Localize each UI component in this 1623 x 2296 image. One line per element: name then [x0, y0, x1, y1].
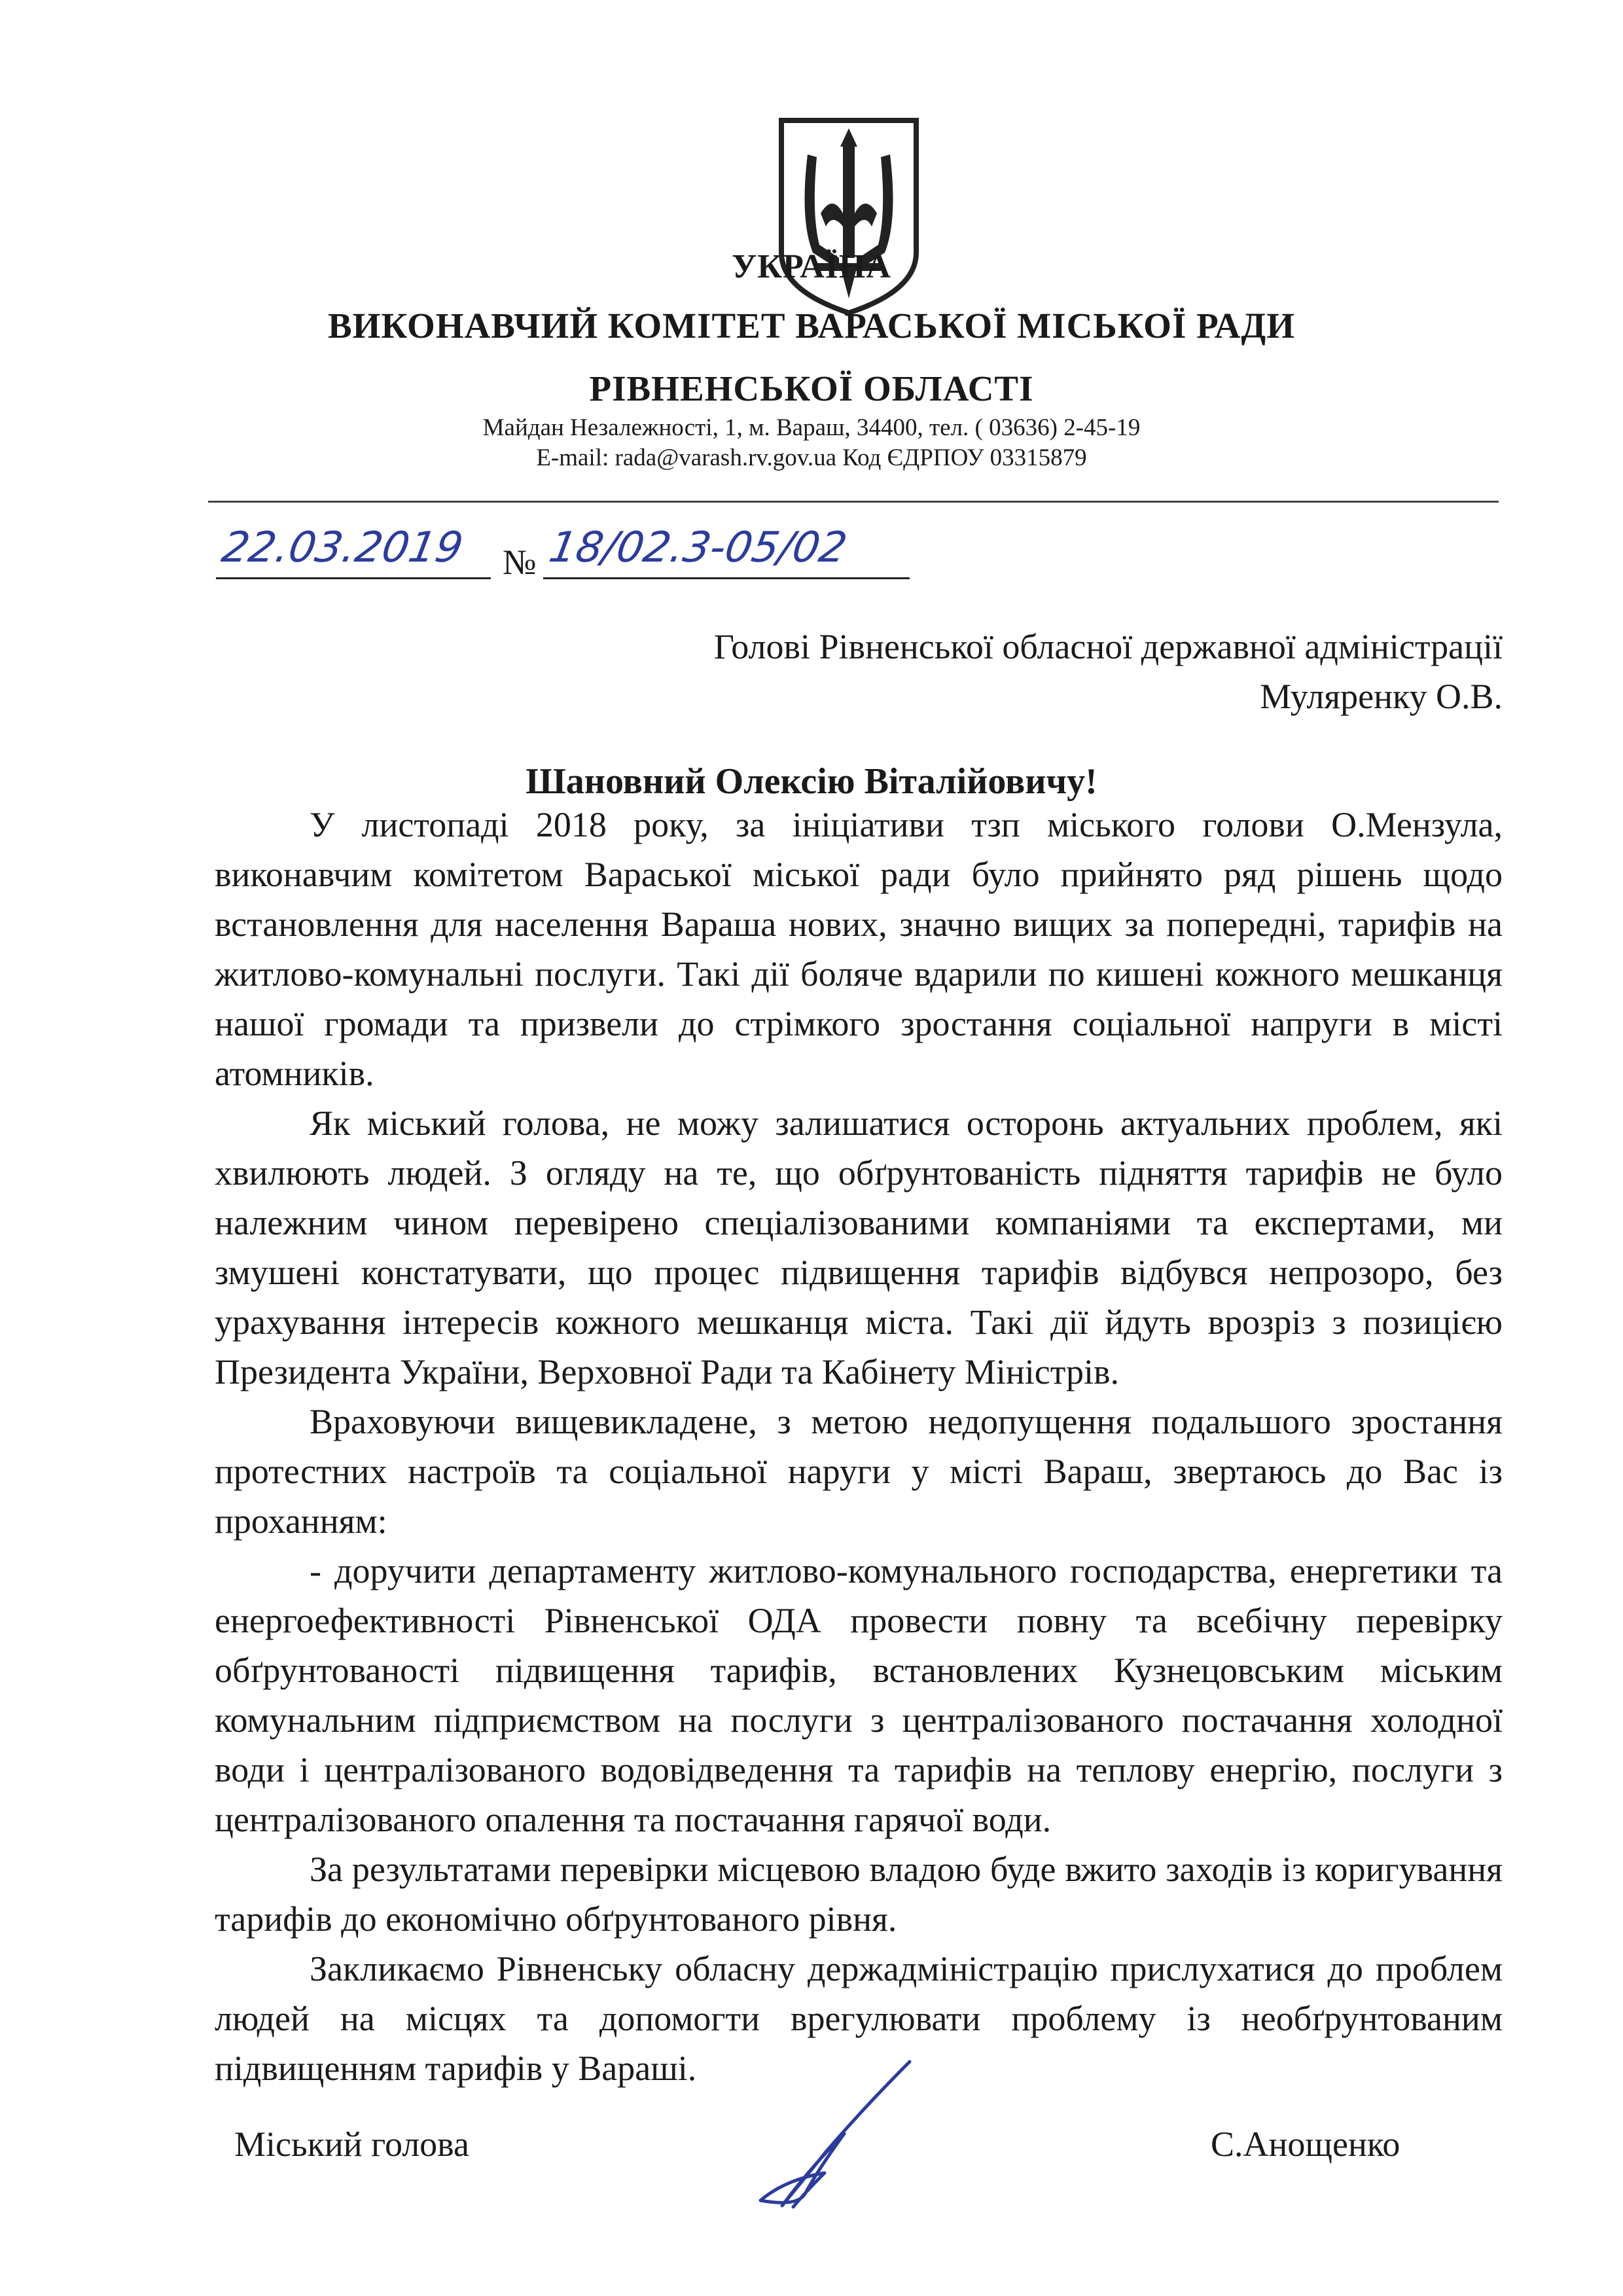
authority-title-line2: РІВНЕНСЬКОЇ ОБЛАСТІ: [589, 368, 1034, 408]
header-divider: [208, 501, 1499, 503]
signatory-position: Міський голова: [234, 2125, 469, 2164]
email-line: E-mail: rada@varash.rv.gov.ua Код ЄДРПОУ 03315879: [536, 444, 1087, 471]
registration-number: 18/02.3-05/02: [545, 524, 851, 572]
handwritten-signature: [720, 2055, 936, 2212]
number-underline: [543, 577, 910, 579]
addressee-line1: Голові Рівненської обласної державної адміністрації: [713, 627, 1503, 666]
body-paragraph-4: - доручити департаменту житлово-комунального господарства, енергетики та енергоефективності Рівненської ОДА провести повну та всебічну перевірку обґрунтованості підвищення тарифів, встановлених Кузнецовським міським комунальним підприємством на послуги з централізованого постачання холодної води і централізованого водовідведення та тарифів на теплову енергію, послуги з централізованого опалення та постачання гарячої води.: [215, 1551, 1503, 1839]
letter-body: [215, 800, 1503, 2093]
registration-date: 22.03.2019: [218, 524, 467, 572]
country-title: УКРАЇНА: [732, 248, 891, 285]
signatory-name: С.Анощенко: [1211, 2125, 1400, 2164]
salutation: Шановний Олексію Віталійовичу!: [526, 761, 1097, 802]
body-paragraph-5: За результатами перевірки місцевою владою буде вжито заходів із коригування тарифів до економічно обґрунтованого рівня.: [215, 1850, 1503, 1939]
coat-of-arms-emblem: [774, 115, 924, 318]
address-line: Майдан Незалежності, 1, м. Вараш, 34400, тел. ( 03636) 2-45-19: [482, 414, 1141, 441]
body-paragraph-6: Закликаємо Рівненську обласну держадміністрацію прислухатися до проблем людей на місцях та допомогти врегулювати проблему із необґрунтованим підвищенням тарифів у Вараші.: [215, 1949, 1503, 2088]
authority-title-line1: ВИКОНАВЧИЙ КОМІТЕТ ВАРАСЬКОЇ МІСЬКОЇ РАДИ: [327, 306, 1296, 346]
number-sign: №: [503, 543, 537, 582]
date-underline: [216, 577, 491, 579]
addressee-line2: Муляренку О.В.: [1260, 677, 1503, 716]
body-paragraph-1: У листопаді 2018 року, за ініціативи тзп міського голови О.Мензула, виконавчим комітетом Вараської міської ради було прийнято ряд рішень щодо встановлення для населення Вараша нових, значно вищих за попередні, тарифів на житлово-комунальні послуги. Такі дії боляче вдарили по кишені кожного мешканця нашої громади та призвели до стрімкого зростання соціальної напруги в місті атомників.: [215, 805, 1503, 1093]
body-paragraph-2: Як міський голова, не можу залишатися осторонь актуальних проблем, які хвилюють людей. З огляду на те, що обґрунтованість підняття тарифів не було належним чином перевірено спеціалізованими компаніями та експертами, ми змушені констатувати, що процес підвищення тарифів відбувся непрозоро, без урахування інтересів кожного мешканця міста. Такі дії йдуть врозріз з позицією Президента України, Верховної Ради та Кабінету Міністрів.: [215, 1103, 1503, 1391]
body-paragraph-3: Враховуючи вищевикладене, з метою недопущення подальшого зростання протестних настроїв та соціальної наруги у місті Вараш, звертаюсь до Вас із проханням:: [215, 1402, 1503, 1541]
